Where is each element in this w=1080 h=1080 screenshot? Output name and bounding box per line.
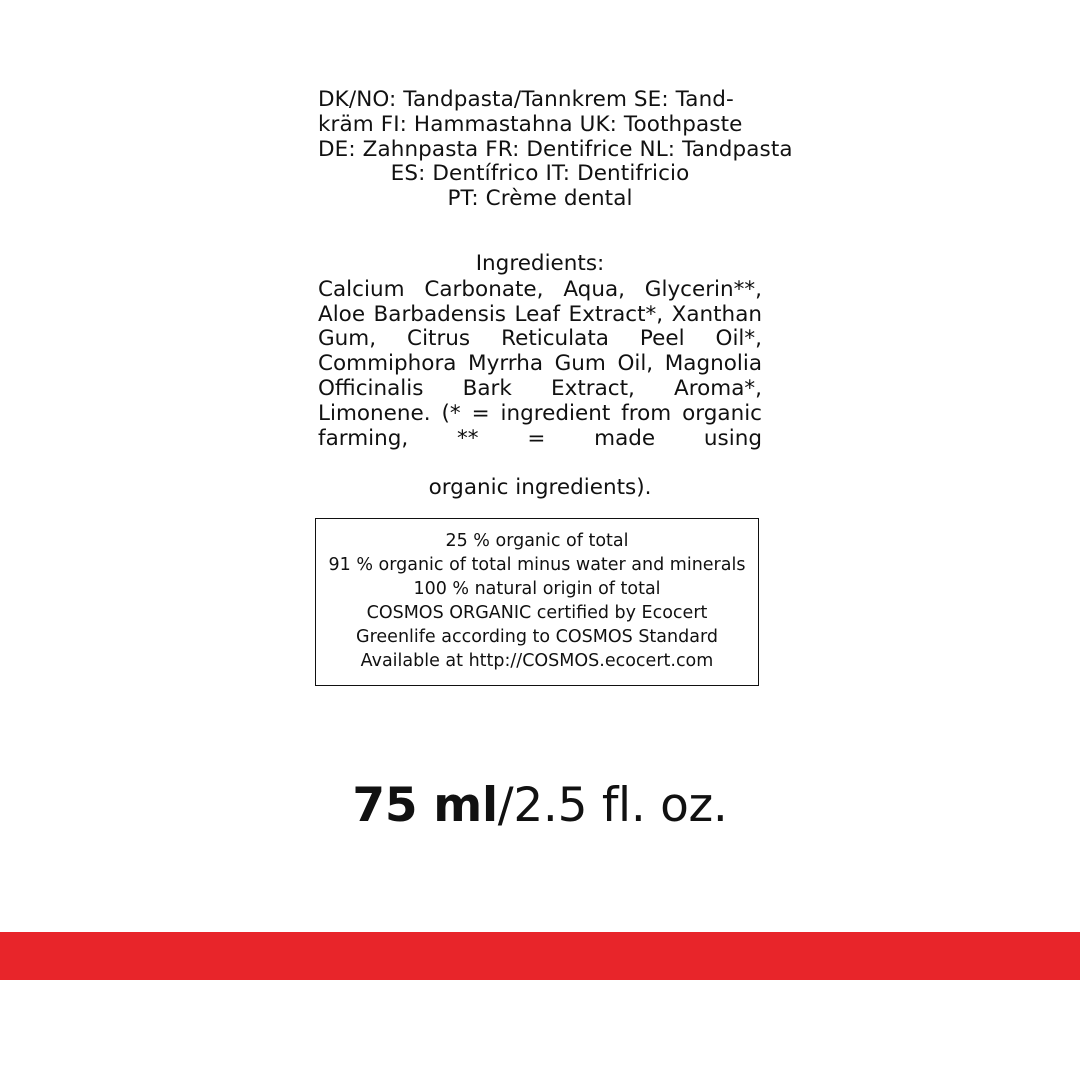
product-name-line: kräm FI: Hammastahna UK: Toothpaste bbox=[318, 111, 743, 137]
product-name-line: PT: Crème dental bbox=[447, 186, 633, 212]
ingredients-heading: Ingredients: bbox=[475, 251, 605, 276]
certification-box bbox=[315, 518, 759, 686]
volume-metric: 75 ml bbox=[352, 778, 498, 833]
certification-line: COSMOS ORGANIC certified by Ecocert bbox=[366, 603, 708, 623]
certification-line: Greenlife according to COSMOS Standard bbox=[356, 627, 718, 647]
product-name-line: DE: Zahnpasta FR: Dentifrice NL: Tandpasta bbox=[318, 136, 793, 162]
multilingual-product-names bbox=[318, 87, 793, 212]
product-name-line: DK/NO: Tandpasta/Tannkrem SE: Tand- bbox=[318, 87, 734, 112]
ingredients-list-end: organic ingredients). bbox=[428, 475, 652, 501]
net-volume bbox=[0, 778, 1080, 834]
volume-separator: / bbox=[497, 778, 514, 833]
ingredients-section bbox=[318, 252, 762, 501]
product-name-line: ES: Dentífrico IT: Dentifricio bbox=[390, 161, 690, 187]
volume-imperial: 2.5 fl. oz. bbox=[513, 778, 728, 833]
bottom-accent-bar bbox=[0, 932, 1080, 980]
certification-url-line: Available at http://COSMOS.ecocert.com bbox=[360, 651, 714, 671]
certification-line: 91 % organic of total minus water and minerals bbox=[328, 555, 746, 575]
certification-line: 100 % natural origin of total bbox=[413, 579, 661, 599]
certification-line: 25 % organic of total bbox=[445, 531, 629, 551]
ingredients-list: Calcium Carbonate, Aqua, Glycerin**, Aloe Barbadensis Leaf Extract*, Xanthan Gum, Citrus Reticulata Peel Oil*, Commiphora Myrrha Gum Oil, Magnolia Officinalis Bark Extract, Aroma*, Limonene. (* = ingredient from organic farming, ** = made using bbox=[318, 276, 762, 451]
